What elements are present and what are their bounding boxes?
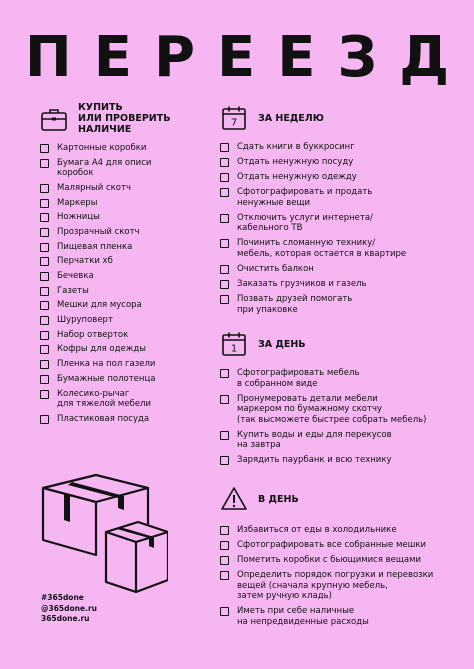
section-week-header — [220, 104, 460, 132]
checkbox[interactable] — [40, 257, 49, 266]
checklist-item — [40, 158, 215, 179]
checklist-item — [220, 238, 460, 259]
checklist-item-label: Маркеры — [57, 197, 98, 208]
checklist-item — [40, 242, 215, 253]
checklist-item — [40, 256, 215, 267]
checkbox[interactable] — [40, 345, 49, 354]
checklist-item-label: Пометить коробки с бьющимися вещами — [237, 555, 422, 566]
checklist-item-label: Колесико-рычаг для тяжелой мебели — [57, 388, 152, 409]
checklist-item-label: Починить сломанную технику/ мебель, которая остается в квартире — [237, 238, 407, 259]
footer-handle: @365done.ru — [41, 603, 97, 613]
checklist-item — [220, 172, 460, 183]
checklist-item — [220, 187, 460, 208]
checklist-item-label: Кофры для одежды — [57, 344, 146, 355]
section-day-title: ЗА ДЕНЬ — [258, 338, 306, 350]
page-title: ПЕРЕЕЗД — [24, 25, 472, 90]
checklist-item-label: Заказать грузчиков и газель — [237, 279, 367, 290]
warning-icon — [220, 485, 248, 513]
checklist-item-label: Сфотографировать все собранные мешки — [237, 540, 427, 551]
checkbox[interactable] — [40, 228, 49, 237]
section-buy-header — [40, 102, 215, 135]
checkbox[interactable] — [220, 188, 229, 197]
section-day-header — [220, 330, 460, 358]
checkbox[interactable] — [40, 360, 49, 369]
checklist-item-label: Малярный скотч — [57, 182, 131, 193]
checklist-item-label: Картонные коробки — [57, 143, 147, 153]
checklist-item — [220, 555, 460, 566]
checkbox[interactable] — [40, 184, 49, 193]
checklist-item-label: Газеты — [57, 285, 89, 296]
section-dday — [220, 485, 460, 632]
checklist-item-label: Отдать ненужную одежду — [237, 172, 357, 183]
checkbox[interactable] — [220, 607, 229, 616]
checklist-item-label: Перчатки хб — [57, 256, 113, 267]
checklist-item-label: Купить воды и еды для перекусов на завтра — [237, 429, 392, 451]
section-buy-title: КУПИТЬ ИЛИ ПРОВЕРИТЬ НАЛИЧИЕ — [78, 102, 171, 135]
checkbox[interactable] — [220, 214, 229, 223]
checkbox[interactable] — [40, 375, 49, 384]
checklist-item — [220, 455, 460, 466]
checkbox[interactable] — [40, 390, 49, 399]
calendar-1-icon — [220, 330, 248, 358]
checkbox[interactable] — [220, 526, 229, 535]
checklist-item-label: Пленка на пол газели — [57, 359, 156, 370]
checkbox[interactable] — [220, 295, 229, 304]
checklist-item-label: Иметь при себе наличные на непредвиденные расходы — [237, 606, 369, 627]
checklist-item-label: Набор отверток — [57, 329, 129, 340]
checklist-item — [40, 198, 215, 209]
checkbox[interactable] — [220, 431, 229, 440]
checkbox[interactable] — [220, 280, 229, 289]
checklist-week — [220, 142, 460, 315]
checklist-item-label: Сфотографировать и продать ненужные вещи — [237, 187, 373, 208]
checklist-item — [40, 389, 215, 410]
checklist-item — [220, 142, 460, 153]
checklist-item-label: Отдать ненужную посуду — [237, 157, 354, 168]
checklist-item-label: Сдать книги в буккросинг — [237, 142, 355, 152]
checklist-item — [40, 359, 215, 370]
checklist-item — [40, 227, 215, 238]
footer — [41, 593, 97, 625]
checkbox[interactable] — [40, 415, 49, 424]
checkbox[interactable] — [220, 158, 229, 167]
checklist-item — [40, 374, 215, 385]
checklist-item — [220, 264, 460, 275]
checkbox[interactable] — [40, 287, 49, 296]
checklist-item — [220, 606, 460, 627]
checklist-item — [40, 315, 215, 326]
checklist-item-label: Ножницы — [57, 212, 100, 223]
calendar-7-number: 7 — [230, 117, 238, 129]
checkbox[interactable] — [220, 456, 229, 465]
checkbox[interactable] — [40, 213, 49, 222]
checklist-item-label: Бумага А4 для описи коробок — [57, 157, 152, 179]
checkbox[interactable] — [40, 243, 49, 252]
checklist-item — [40, 300, 215, 311]
checklist-item-label: Пищевая пленка — [57, 241, 133, 252]
section-dday-header — [220, 485, 460, 513]
checklist-item — [40, 414, 215, 425]
checklist-item — [220, 525, 460, 536]
checklist-item — [220, 213, 460, 234]
checkbox[interactable] — [220, 239, 229, 248]
checklist-day — [220, 368, 460, 466]
checkbox[interactable] — [220, 541, 229, 550]
checkbox[interactable] — [220, 369, 229, 378]
checklist-item-label: Определить порядок погрузки и перевозки вещей (сначала крупную мебель, затем ручную кладь) — [237, 570, 434, 602]
checklist-item-label: Позвать друзей помогать при упаковке — [237, 294, 353, 315]
checkbox[interactable] — [220, 173, 229, 182]
checklist-item — [220, 368, 460, 389]
checkbox[interactable] — [220, 395, 229, 404]
checklist-item-label: Бумажные полотенца — [57, 373, 156, 384]
footer-site-link[interactable]: 365done.ru — [41, 614, 90, 623]
section-week — [220, 104, 460, 320]
checklist-item — [220, 157, 460, 168]
section-dday-title: В ДЕНЬ — [258, 493, 299, 505]
checklist-item — [40, 143, 215, 154]
checklist-item — [220, 294, 460, 315]
checkbox[interactable] — [40, 159, 49, 168]
checkbox[interactable] — [40, 272, 49, 281]
calendar-1-number: 1 — [230, 343, 238, 355]
checklist-item-label: Очистить балкон — [237, 264, 314, 275]
checklist-item — [220, 540, 460, 551]
checklist-item — [220, 430, 460, 451]
checklist-dday — [220, 525, 460, 627]
checklist-item-label: Пронумеровать детали мебели маркером по бумажному скотчу (так высможете быстрее собрать мебель) — [237, 393, 427, 425]
calendar-7-icon — [220, 104, 248, 132]
checkbox[interactable] — [40, 301, 49, 310]
briefcase-icon — [40, 105, 68, 133]
checkbox[interactable] — [220, 571, 229, 580]
checklist-item — [40, 330, 215, 341]
checklist-item — [40, 344, 215, 355]
section-buy — [40, 102, 215, 428]
checklist-item-label: Прозрачный скотч — [57, 226, 140, 237]
checklist-item-label: Сфотографировать мебель в собранном виде — [237, 368, 360, 389]
checkbox[interactable] — [40, 144, 49, 153]
checklist-buy — [40, 143, 215, 424]
checklist-item — [220, 394, 460, 426]
checklist-item-label: Избавиться от еды в холодильнике — [237, 525, 397, 535]
checklist-item-label: Шуруповерт — [57, 315, 113, 326]
checklist-item-label: Зарядить паурбанк и всю технику — [237, 455, 392, 466]
checklist-item-label: Бечевка — [57, 271, 94, 281]
section-day — [220, 330, 460, 470]
checklist-item — [40, 271, 215, 282]
checklist-item-label: Отключить услуги интернета/ кабельного ТВ — [237, 212, 373, 234]
checkbox[interactable] — [220, 143, 229, 152]
checklist-item — [40, 212, 215, 223]
checklist-item — [220, 570, 460, 602]
checkbox[interactable] — [220, 556, 229, 565]
checklist-item — [40, 183, 215, 194]
checkbox[interactable] — [40, 316, 49, 325]
boxes-illustration — [38, 470, 168, 595]
footer-hashtag: #365done — [41, 593, 84, 602]
checklist-item-label: Пластиковая посуда — [57, 413, 150, 424]
checkbox[interactable] — [40, 199, 49, 208]
checklist-item — [40, 286, 215, 297]
checklist-item-label: Мешки для мусора — [57, 300, 142, 311]
checklist-item — [220, 279, 460, 290]
checkbox[interactable] — [40, 331, 49, 340]
checkbox[interactable] — [220, 265, 229, 274]
section-week-title: ЗА НЕДЕЛЮ — [258, 112, 324, 124]
